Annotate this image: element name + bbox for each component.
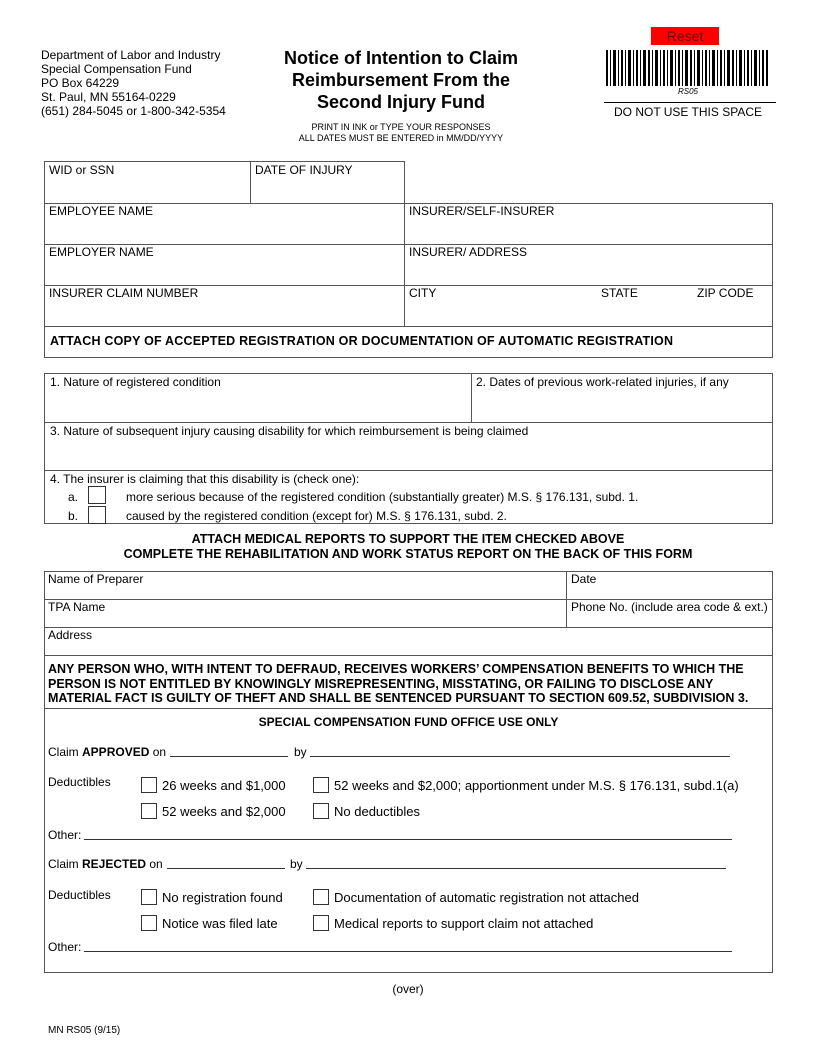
title-line-3: Second Injury Fund bbox=[316, 92, 485, 112]
agency-line-3: PO Box 64229 bbox=[41, 76, 120, 90]
claim-word: Claim bbox=[48, 857, 83, 871]
employer-name-label: EMPLOYER NAME bbox=[49, 245, 154, 259]
deductible-52wk-apportion-label: 52 weeks and $2,000; apportionment under M.S. § 176.131, subd.1(a) bbox=[334, 778, 739, 793]
on-word: on bbox=[149, 745, 167, 759]
no-registration-checkbox[interactable] bbox=[141, 889, 157, 905]
deductible-52wk-apportion-checkbox[interactable] bbox=[313, 777, 329, 793]
auto-registration-missing-label: Documentation of automatic registration not attached bbox=[334, 890, 639, 905]
divider bbox=[471, 373, 472, 423]
wid-label: WID or SSN bbox=[49, 163, 115, 177]
approved-date-line[interactable] bbox=[170, 756, 288, 757]
claim-approved-label bbox=[48, 745, 166, 759]
insurer-address-label: INSURER/ ADDRESS bbox=[409, 245, 528, 259]
deductible-52wk-checkbox[interactable] bbox=[141, 803, 157, 819]
approved-by-line[interactable] bbox=[310, 756, 730, 757]
date-label: Date bbox=[571, 572, 597, 586]
other-label-2: Other: bbox=[48, 940, 82, 954]
agency-line-2: Special Compensation Fund bbox=[41, 62, 192, 76]
instructions-line-1: PRINT IN INK or TYPE YOUR RESPONSES bbox=[311, 122, 491, 132]
medical-reports-missing-checkbox[interactable] bbox=[313, 915, 329, 931]
doi-label: DATE OF INJURY bbox=[255, 163, 353, 177]
agency-phone: (651) 284-5045 or 1-800-342-5354 bbox=[41, 104, 226, 118]
agency-line-4: St. Paul, MN 55164-0229 bbox=[41, 90, 176, 104]
rejected-word: REJECTED bbox=[82, 857, 147, 871]
barcode-divider bbox=[604, 102, 776, 103]
zip-label: ZIP CODE bbox=[697, 286, 754, 300]
office-heading: SPECIAL COMPENSATION FUND OFFICE USE ONLY bbox=[258, 715, 559, 729]
divider bbox=[404, 203, 405, 327]
deductibles-label: Deductibles bbox=[48, 775, 111, 789]
claim-word: Claim bbox=[48, 745, 83, 759]
over-note: (over) bbox=[392, 982, 424, 996]
question-2: 2. Dates of previous work-related injuries, if any bbox=[476, 375, 729, 389]
medical-reports-missing-label: Medical reports to support claim not attached bbox=[334, 916, 594, 931]
option-a-letter: a. bbox=[68, 490, 79, 504]
divider bbox=[44, 470, 773, 471]
address-label: Address bbox=[48, 628, 93, 642]
question-1: 1. Nature of registered condition bbox=[50, 375, 221, 389]
page-title bbox=[262, 47, 540, 113]
filed-late-checkbox[interactable] bbox=[141, 915, 157, 931]
option-b-letter: b. bbox=[68, 509, 79, 523]
other-line-2[interactable] bbox=[84, 951, 732, 952]
employee-name-label: EMPLOYEE NAME bbox=[49, 204, 154, 218]
deductible-26wk-checkbox[interactable] bbox=[141, 777, 157, 793]
question-3: 3. Nature of subsequent injury causing disability for which reimbursement is being claimed bbox=[50, 424, 529, 438]
warning-line-1: ANY PERSON WHO, WITH INTENT TO DEFRAUD, RECEIVES WORKERS’ COMPENSATION BENEFITS TO WHICH THE bbox=[48, 662, 744, 676]
claim-number-label: INSURER CLAIM NUMBER bbox=[49, 286, 199, 300]
title-line-1: Notice of Intention to Claim bbox=[284, 48, 518, 68]
rejected-by-label: by bbox=[290, 857, 303, 871]
option-a-checkbox[interactable] bbox=[88, 486, 106, 504]
auto-registration-missing-checkbox[interactable] bbox=[313, 889, 329, 905]
option-a-text: more serious because of the registered condition (substantially greater) M.S. § 176.131, subd. 1. bbox=[126, 490, 639, 504]
city-label: CITY bbox=[409, 286, 437, 300]
claim-rejected-label bbox=[48, 857, 163, 871]
tpa-label: TPA Name bbox=[48, 600, 106, 614]
state-label: STATE bbox=[601, 286, 638, 300]
phone-label: Phone No. (include area code & ext.) bbox=[571, 600, 768, 614]
agency-line-1: Department of Labor and Industry bbox=[41, 48, 221, 62]
barcode-code: RS05 bbox=[677, 87, 698, 96]
fraud-warning bbox=[48, 662, 772, 706]
attach-medical-line-2: COMPLETE THE REHABILITATION AND WORK STATUS REPORT ON THE BACK OF THIS FORM bbox=[123, 547, 693, 561]
question-4: 4. The insurer is claiming that this disability is (check one): bbox=[50, 472, 360, 486]
approved-word: APPROVED bbox=[82, 745, 150, 759]
attach-registration-text: ATTACH COPY OF ACCEPTED REGISTRATION OR DOCUMENTATION OF AUTOMATIC REGISTRATION bbox=[50, 334, 674, 348]
other-label-1: Other: bbox=[48, 828, 82, 842]
divider bbox=[44, 422, 773, 423]
attach-medical-block bbox=[0, 532, 816, 562]
deductible-26wk-label: 26 weeks and $1,000 bbox=[162, 778, 286, 793]
rejection-reasons-label: Deductibles bbox=[48, 888, 111, 902]
parties-block bbox=[44, 203, 773, 327]
filed-late-label: Notice was filed late bbox=[162, 916, 278, 931]
other-line-1[interactable] bbox=[84, 839, 732, 840]
insurer-label: INSURER/SELF-INSURER bbox=[409, 204, 555, 218]
form-id: MN RS05 (9/15) bbox=[48, 1025, 121, 1036]
no-deductibles-label: No deductibles bbox=[334, 804, 420, 819]
no-deductibles-checkbox[interactable] bbox=[313, 803, 329, 819]
divider bbox=[44, 627, 773, 628]
option-b-text: caused by the registered condition (except for) M.S. § 176.131, subd. 2. bbox=[126, 509, 507, 523]
barcode-icon bbox=[604, 50, 772, 90]
rejected-by-line[interactable] bbox=[306, 868, 726, 869]
on-word: on bbox=[146, 857, 163, 871]
title-line-2: Reimbursement From the bbox=[291, 70, 511, 90]
divider bbox=[250, 161, 251, 204]
preparer-label: Name of Preparer bbox=[48, 572, 144, 586]
attach-medical-line-1: ATTACH MEDICAL REPORTS TO SUPPORT THE ITEM CHECKED ABOVE bbox=[191, 532, 625, 546]
warning-line-2: PERSON IS NOT ENTITLED BY KNOWINGLY MISREPRESENTING, MISSTATING, OR FAILING TO DISCLOSE ANY bbox=[48, 676, 714, 691]
approved-by-label: by bbox=[294, 745, 307, 759]
deductible-52wk-label: 52 weeks and $2,000 bbox=[162, 804, 286, 819]
option-b-checkbox[interactable] bbox=[88, 506, 106, 524]
barcode-caption: DO NOT USE THIS SPACE bbox=[613, 105, 763, 119]
reset-button[interactable]: Reset bbox=[651, 27, 719, 45]
no-registration-label: No registration found bbox=[162, 890, 283, 905]
instructions-line-2: ALL DATES MUST BE ENTERED in MM/DD/YYYY bbox=[298, 133, 504, 143]
rejected-date-line[interactable] bbox=[167, 868, 285, 869]
warning-line-3: MATERIAL FACT IS GUILTY OF THEFT AND SHALL BE SENTENCED PURSUANT TO SECTION 609.52, SUBDIVISION 3. bbox=[48, 691, 749, 705]
instructions bbox=[262, 122, 540, 144]
